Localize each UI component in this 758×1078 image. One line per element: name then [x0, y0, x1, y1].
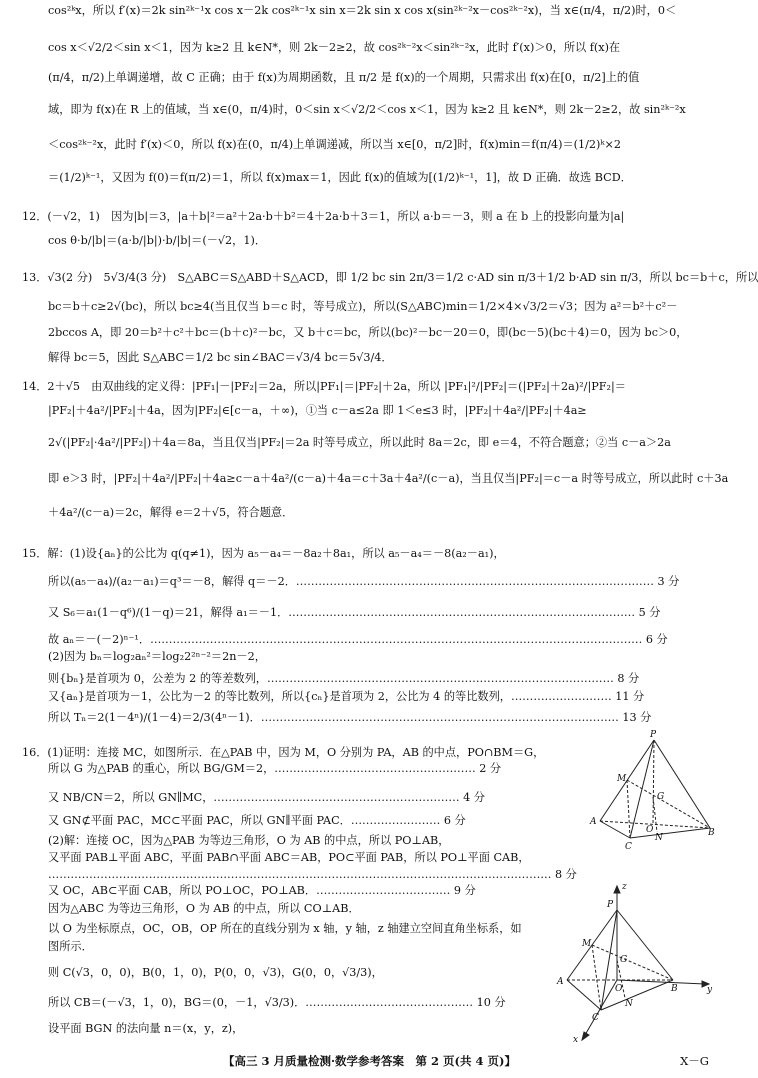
- solution-line: 又 GN⊄平面 PAC，MC⊂平面 PAC，所以 GN∥平面 PAC．…………………… 6 分: [48, 814, 466, 827]
- fig1-label: O: [646, 825, 654, 835]
- solution-line: 则{bₙ}是首项为 0，公差为 2 的等差数列，………………………………………………………………………………… 8 分: [48, 672, 640, 685]
- fig1-label: B: [708, 828, 715, 838]
- solution-line: 2√(|PF₂|·4a²/|PF₂|)＋4a＝8a，当且仅当|PF₂|＝2a 时等号成立，所以此时 8a＝2c，即 e＝4，不符合题意；②当 c－a＞2a: [48, 436, 671, 449]
- fig1-label: N: [655, 833, 663, 843]
- solution-line: (π/4，π/2)上单调递增，故 C 正确；由于 f(x)为周期函数，且 π/2 是 f(x)的一个周期，只需求出 f(x)在[0，π/2]上的值: [48, 71, 640, 84]
- solution-line: ＜cos²ᵏ⁻²x，此时 f′(x)＜0，所以 f(x)在(0，π/4)上单调递减，所以当 x∈[0，π/2]时，f(x)min＝f(π/4)＝(1/2)ᵏ×2: [48, 138, 621, 151]
- tetrahedron-figure-1: [582, 728, 717, 852]
- solution-line: 又 NB/CN＝2，所以 GN∥MC，………………………………………………………… 4 分: [48, 791, 485, 804]
- solution-line: 又平面 PAB⊥平面 ABC，平面 PAB∩平面 ABC＝AB，PO⊂平面 PAB，所以 PO⊥平面 CAB，: [48, 851, 530, 864]
- solution-line: 因为△ABC 为等边三角形，O 为 AB 的中点，所以 CO⊥AB．: [48, 902, 360, 915]
- fig1-label: P: [650, 730, 657, 740]
- solution-line: cos²ᵏx，所以 f′(x)＝2k sin²ᵏ⁻¹x cos x－2k cos²ᵏ⁻¹x sin x＝2k sin x cos x(sin²ᵏ⁻²x－cos²ᵏ⁻²x)，当 x∈(π/4，π/2)时，0＜: [48, 4, 677, 17]
- solution-line: (2)因为 bₙ＝log₂aₙ²＝log₂2²ⁿ⁻²＝2n－2，: [48, 650, 266, 663]
- solution-line: 12．(－√2，1) 因为|b|＝3，|a＋b|²＝a²＋2a·b＋b²＝4＋2a·b＋3＝1，所以 a·b＝－3，则 a 在 b 上的投影向量为|a|: [22, 210, 625, 223]
- solution-line: ＝(1/2)ᵏ⁻¹，又因为 f(0)＝f(π/2)＝1，所以 f(x)max＝1，因此 f(x)的值域为[(1/2)ᵏ⁻¹，1]，故 D 正确．故选 BCD．: [48, 171, 632, 184]
- fig2-label: z: [622, 882, 627, 892]
- fig1-label: C: [625, 842, 632, 852]
- footer-code: X－G: [680, 1054, 709, 1068]
- solution-line: bc＝b＋c≥2√(bc)，所以 bc≥4(当且仅当 b＝c 时，等号成立)，所以(S△ABC)min＝1/2×4×√3/2＝√3；因为 a²＝b²＋c²－: [48, 300, 678, 313]
- solution-line: cos θ·b/|b|＝(a·b/|b|)·b/|b|＝(－√2，1)．: [48, 234, 267, 247]
- fig2-label: N: [625, 999, 633, 1009]
- solution-line: (2)解：连接 OC，因为△PAB 为等边三角形，O 为 AB 的中点，所以 PO⊥AB，: [48, 834, 450, 847]
- solution-line: 所以 CB＝(－√3，1，0)，BG＝(0，－1，√3/3)．……………………………………… 10 分: [48, 996, 506, 1009]
- solution-line: 又 OC，AB⊂平面 CAB，所以 PO⊥OC，PO⊥AB．……………………………… 9 分: [48, 884, 476, 897]
- solution-line: 16．(1)证明：连接 MC，如图所示．在△PAB 中，因为 M，O 分别为 PA，AB 的中点，PO∩BM＝G，: [22, 746, 545, 759]
- solution-line: 13．√3(2 分) 5√3/4(3 分) S△ABC＝S△ABD＋S△ACD，即 1/2 bc sin 2π/3＝1/2 c·AD sin π/3＋1/2 b·AD sin π/3，所以 bc＝b＋c，所以: [22, 271, 758, 284]
- solution-line: ＋4a²/(c－a)＝2c，解得 e＝2＋√5，符合题意．: [48, 506, 294, 519]
- footer-title: 【高三 3 月质量检测·数学参考答案 第 2 页(共 4 页)】: [223, 1054, 516, 1068]
- fig1-label: A: [590, 817, 597, 827]
- fig2-label: P: [607, 900, 614, 910]
- solution-line: 所以 Tₙ＝2(1－4ⁿ)/(1－4)＝2/3(4ⁿ－1)．…………………………………………………………………………………… 13 分: [48, 711, 652, 724]
- solution-line: 2bccos A，即 20＝b²＋c²＋bc＝(b＋c)²－bc，又 b＋c＝bc，所以(bc)²－bc－20＝0，即(bc－5)(bc＋4)＝0，因为 bc＞0，: [48, 326, 688, 339]
- solution-line: 解得 bc＝5，因此 S△ABC＝1/2 bc sin∠BAC＝√3/4 bc＝5√3/4．: [48, 351, 393, 364]
- fig2-label: x: [573, 1035, 579, 1045]
- solution-line: 所以(a₅－a₄)/(a₂－a₁)＝q³＝－8，解得 q＝－2．…………………………………………………………………………………… 3 分: [48, 575, 680, 588]
- fig2-label: y: [707, 985, 713, 995]
- solution-line: 又 S₆＝a₁(1－q⁶)/(1－q)＝21，解得 a₁＝－1．………………………………………………………………………………… 5 分: [48, 606, 661, 619]
- solution-line: |PF₂|＋4a²/|PF₂|＋4a，因为|PF₂|∈[c－a，＋∞)，①当 c－a≤2a 即 1＜e≤3 时，|PF₂|＋4a²/|PF₂|＋4a≥: [48, 404, 587, 417]
- fig1-label: G: [657, 792, 665, 802]
- solution-line: ……………………………………………………………………………………………………………………… 8 分: [48, 868, 577, 881]
- fig2-label: G: [620, 955, 628, 965]
- solution-line: 14．2＋√5 由双曲线的定义得：|PF₁|－|PF₂|＝2a，所以|PF₁|＝|PF₂|＋2a，所以 |PF₁|²/|PF₂|＝(|PF₂|＋2a)²/|PF₂|＝: [22, 380, 626, 393]
- solution-line: 所以 G 为△PAB 的重心，所以 BG/GM＝2，……………………………………………… 2 分: [48, 762, 502, 775]
- tetrahedron-figure-2-coordinates: [555, 880, 720, 1043]
- solution-line: 又{aₙ}是首项为－1，公比为－2 的等比数列，所以{cₙ}是首项为 2，公比为 4 的等比数列，……………………… 11 分: [48, 690, 645, 703]
- fig1-label: M: [617, 774, 627, 784]
- solution-line: 即 e＞3 时，|PF₂|＋4a²/|PF₂|＋4a≥c－a＋4a²/(c－a)＋4a＝c＋3a＋4a²/(c－a)，当且仅当|PF₂|＝c－a 时等号成立，所以此时 c＋3a: [48, 472, 729, 485]
- solution-line: 图所示．: [48, 940, 93, 953]
- fig2-label: A: [557, 977, 564, 987]
- solution-line: 以 O 为坐标原点，OC，OB，OP 所在的直线分别为 x 轴，y 轴，z 轴建立空间直角坐标系，如: [48, 922, 522, 935]
- solution-line: 故 aₙ＝－(－2)ⁿ⁻¹．…………………………………………………………………………………………………………………… 6 分: [48, 633, 668, 646]
- fig2-label: M: [582, 939, 592, 949]
- solution-line: 则 C(√3，0，0)，B(0，1，0)，P(0，0，√3)，G(0，0，√3/3)，: [48, 966, 383, 979]
- solution-line: 15．解：(1)设{aₙ}的公比为 q(q≠1)，因为 a₅－a₄＝－8a₂＋8a₁，所以 a₅－a₄＝－8(a₂－a₁)，: [22, 547, 505, 560]
- fig2-label: B: [671, 984, 678, 994]
- fig2-label: C: [592, 1013, 599, 1023]
- solution-line: cos x＜√2/2＜sin x＜1，因为 k≥2 且 k∈N*，则 2k－2≥2，故 cos²ᵏ⁻²x＜sin²ᵏ⁻²x，此时 f′(x)＞0，所以 f(x)在: [48, 41, 621, 54]
- solution-line: 设平面 BGN 的法向量 n＝(x，y，z)，: [48, 1022, 244, 1035]
- fig2-label: O: [615, 984, 623, 994]
- solution-line: 域，即为 f(x)在 R 上的值域，当 x∈(0，π/4)时，0＜sin x＜√2/2＜cos x＜1，因为 k≥2 且 k∈N*，则 2k－2≥2，故 sin²ᵏ⁻²x: [48, 103, 686, 116]
